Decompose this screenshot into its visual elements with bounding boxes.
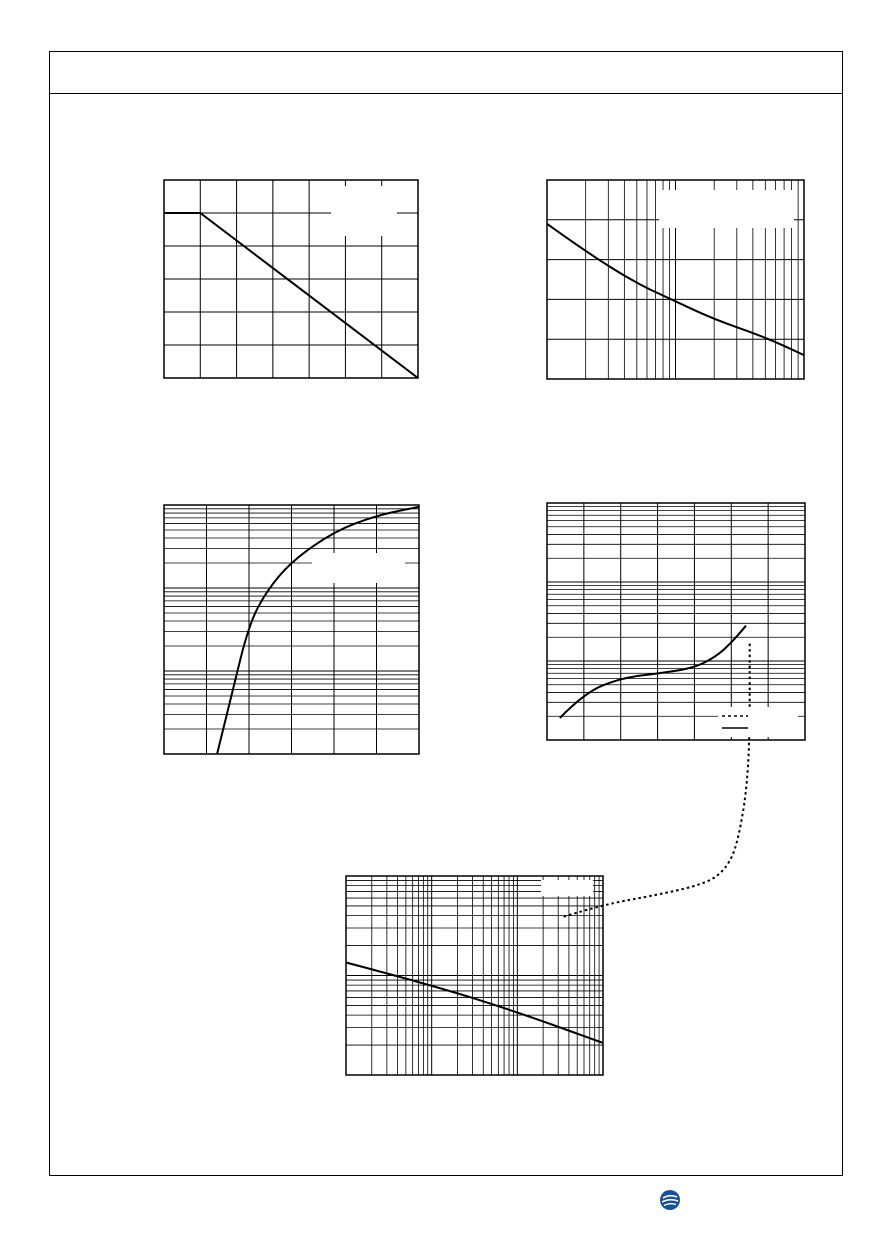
series-line-1	[164, 213, 418, 378]
legend-box	[718, 707, 798, 737]
chart-5	[346, 876, 603, 1075]
series-line-1	[346, 963, 603, 1043]
chart-2	[547, 180, 804, 379]
plot-frame	[547, 503, 805, 740]
company-logo-icon	[659, 1189, 681, 1211]
chart-1	[164, 180, 418, 378]
series-line-1	[560, 626, 746, 718]
series-line-1	[217, 507, 419, 754]
legend-box	[331, 186, 397, 236]
legend-box	[312, 553, 405, 583]
chart-3	[164, 505, 419, 754]
chart-4	[547, 503, 805, 917]
legend-box	[541, 880, 593, 896]
legend-box	[659, 190, 794, 228]
